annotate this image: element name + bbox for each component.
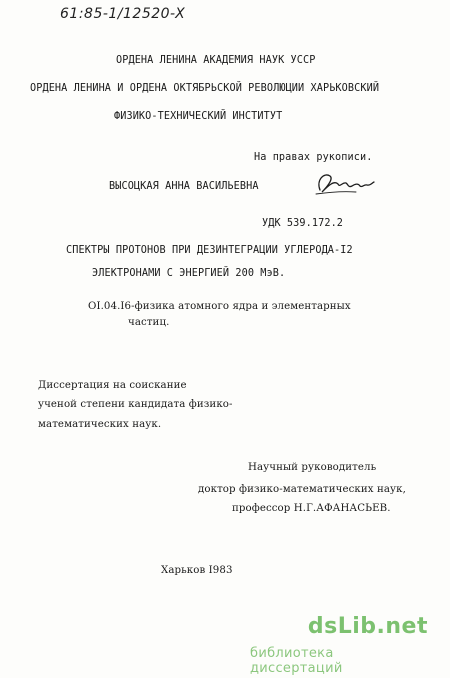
specialty-line-2: частиц. bbox=[128, 317, 170, 328]
dissertation-line-1: Диссертация на соискание bbox=[38, 380, 187, 391]
watermark-subtitle: библиотека диссертаций bbox=[250, 646, 343, 676]
author-name: ВЫСОЦКАЯ АННА ВАСИЛЬЕВНА bbox=[109, 181, 259, 192]
title-line-2: ЭЛЕКТРОНАМИ С ЭНЕРГИЕЙ 200 МэВ. bbox=[92, 268, 286, 279]
watermark-logo: dsLib.net bbox=[307, 614, 428, 639]
header-line-3: ФИЗИКО-ТЕХНИЧЕСКИЙ ИНСТИТУТ bbox=[114, 111, 283, 122]
handwritten-note: 61:85-1/12520-X bbox=[60, 6, 186, 22]
signature-image bbox=[312, 168, 376, 198]
dissertation-line-3: математических наук. bbox=[38, 419, 162, 430]
udk-code: УДК 539.172.2 bbox=[262, 218, 344, 229]
supervisor-line-1: Научный руководитель bbox=[248, 462, 377, 473]
specialty-line-1: OI.04.I6-физика атомного ядра и элементарных bbox=[88, 301, 351, 312]
title-line-1: СПЕКТРЫ ПРОТОНОВ ПРИ ДЕЗИНТЕГРАЦИИ УГЛЕРОДА-I2 bbox=[66, 245, 353, 256]
place-year: Харьков I983 bbox=[161, 565, 233, 576]
header-line-2: ОРДЕНА ЛЕНИНА И ОРДЕНА ОКТЯБРЬСКОЙ РЕВОЛЮЦИИ ХАРЬКОВСКИЙ bbox=[30, 83, 380, 94]
header-line-1: ОРДЕНА ЛЕНИНА АКАДЕМИЯ НАУК УССР bbox=[116, 55, 316, 66]
supervisor-line-2: доктор физико-математических наук, bbox=[198, 484, 406, 495]
watermark bbox=[250, 614, 440, 676]
dissertation-line-2: ученой степени кандидата физико- bbox=[38, 399, 233, 410]
supervisor-line-3: профессор Н.Г.АФАНАСЬЕВ. bbox=[232, 503, 391, 514]
rights-note: На правах рукописи. bbox=[254, 152, 373, 163]
